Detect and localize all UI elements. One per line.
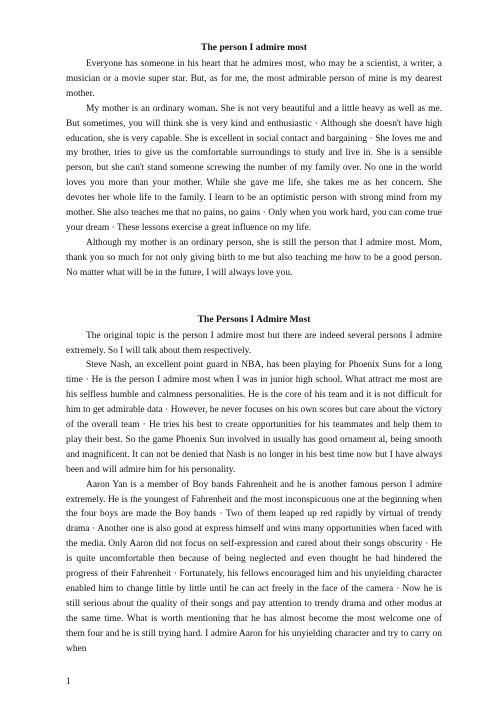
- article2-title: The Persons I Admire Most: [197, 313, 311, 325]
- article2-paragraph: Aaron Yan is a member of Boy bands Fahrenheit and he is another famous person I admire extremely. He is the youngest of Fahrenheit and the most inconspicuous one at the beginning when the four boys are made the Boy bands · Two of them leaped up red rapidly by virtual of trendy drama · Another one is also good at express himself and wins many opportunities when faced with the media. Only Aaron did not focus on self-expression and cared about their songs obscurity · He is quite uncomfortable then because of being neglected and even thought he had hindered the progress of their Fahrenheit · Fortunately, his fellows encouraged him and his unyielding character enabled him to change little by little until he can act freely in the face of the camera · Now he is still serious about the quality of their songs and pay attention to trendy drama and other modus at the same time. What is worth mentioning that he has almost become the most welcome one of them four and he is still trying hard. I admire Aaron for his unyielding character and try to carry on when: [66, 479, 442, 654]
- document-body: [66, 40, 442, 657]
- article1-paragraph: Everyone has someone in his heart that he admires most, who may be a scientist, a writer, a musician or a movie super star. But, as for me, the most admirable person of mine is my dearest mother.: [66, 59, 442, 99]
- article2-paragraph: Steve Nash, an excellent point guard in NBA, has been playing for Phoenix Suns for a long time · He is the person I admire most when I was in junior high school. What attract me most are his selfless humble and calmness personalities. He is the core of his team and it is not difficult for him to get admirable data · However, he never focuses on his own scores but care about the victory of the overall team · He tries his best to create opportunities for his teammates and help them to play their best. So the game Phoenix Sun involved in usually has good ornament al, being smooth and magnificent. It can not be denied that Nash is no longer in his best time now but I have always been and will admire him for his personality.: [66, 360, 442, 475]
- article1-paragraph: My mother is an ordinary woman. She is not very beautiful and a little heavy as well as me. But sometimes, you will think she is very kind and enthusiastic · Although she doesn't have high education, she is very capable. She is excellent in social contact and bargaining · She loves me and my brother, tries to give us the comfortable surroundings to study and live in. She is a sensible person, but she can't stand someone screwing the number of my family over. No one in the world loves you more than your mother. While she gave me life, she takes me as her concern. She devotes her whole life to the family. I learn to be an optimistic person with strong mind from my mother. She also teaches me that no pains, no gains · Only when you work hard, you can come true your dream · These lessons exercise a great influence on my life.: [66, 103, 442, 233]
- page-number: 1: [66, 676, 71, 686]
- article1-title: The person I admire most: [201, 42, 307, 53]
- article2-paragraph: The original topic is the person I admire most but there are indeed several persons I admire extremely. So I will talk about them respectively.: [66, 330, 442, 356]
- article1-paragraph: Although my mother is an ordinary person, she is still the person that I admire most. Mom, thank you so much for not only giving birth to me but also teaching me how to be a good person. No matter what will be in the future, I will always love you.: [66, 237, 442, 278]
- section-gap: [66, 281, 442, 312]
